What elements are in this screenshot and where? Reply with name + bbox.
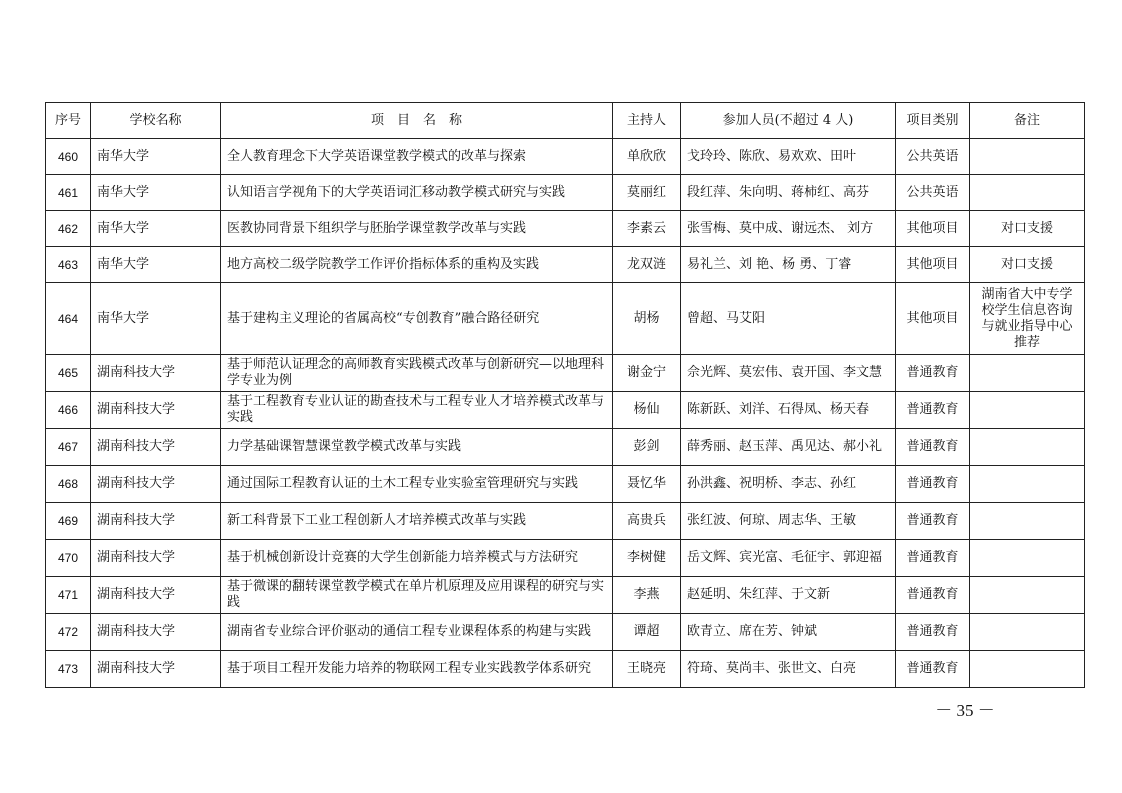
cell-no: 467 [46,429,91,466]
cell-no: 466 [46,392,91,429]
cell-members: 戈玲玲、陈欣、易欢欢、田叶 [681,139,896,175]
cell-category: 普通教育 [896,429,970,466]
cell-members: 岳文辉、宾光富、毛征宇、郭迎福 [681,540,896,577]
cell-category: 普通教育 [896,651,970,688]
cell-no: 470 [46,540,91,577]
cell-members: 符琦、莫尚丰、张世文、白亮 [681,651,896,688]
cell-school: 湖南科技大学 [91,392,221,429]
cell-category: 普通教育 [896,614,970,651]
cell-remark [970,614,1085,651]
cell-category: 普通教育 [896,355,970,392]
cell-project: 地方高校二级学院教学工作评价指标体系的重构及实践 [221,247,613,283]
cell-host: 龙双涟 [613,247,681,283]
cell-no: 472 [46,614,91,651]
cell-host: 谭超 [613,614,681,651]
table-row [46,211,1085,247]
cell-school: 南华大学 [91,139,221,175]
cell-members: 曾超、马艾阳 [681,283,896,355]
cell-host: 莫丽红 [613,175,681,211]
cell-no: 464 [46,283,91,355]
cell-category: 其他项目 [896,283,970,355]
cell-members: 赵延明、朱红萍、于文新 [681,577,896,614]
cell-category: 普通教育 [896,577,970,614]
table-row [46,540,1085,577]
table-header [46,103,1085,139]
cell-remark [970,139,1085,175]
cell-school: 南华大学 [91,247,221,283]
cell-remark [970,429,1085,466]
table-row [46,392,1085,429]
cell-project: 基于机械创新设计竞赛的大学生创新能力培养模式与方法研究 [221,540,613,577]
cell-project: 基于工程教育专业认证的勘查技术与工程专业人才培养模式改革与实践 [221,392,613,429]
cell-school: 湖南科技大学 [91,429,221,466]
cell-host: 杨仙 [613,392,681,429]
cell-category: 普通教育 [896,392,970,429]
table-row [46,466,1085,503]
cell-project: 基于建构主义理论的省属高校“专创教育”融合路径研究 [221,283,613,355]
cell-school: 湖南科技大学 [91,577,221,614]
cell-project: 湖南省专业综合评价驱动的通信工程专业课程体系的构建与实践 [221,614,613,651]
cell-school: 湖南科技大学 [91,651,221,688]
cell-host: 谢金宁 [613,355,681,392]
cell-host: 王晓亮 [613,651,681,688]
cell-host: 彭剑 [613,429,681,466]
cell-project: 基于项目工程开发能力培养的物联网工程专业实践教学体系研究 [221,651,613,688]
header-host: 主持人 [613,103,681,139]
cell-school: 湖南科技大学 [91,466,221,503]
cell-category: 公共英语 [896,139,970,175]
cell-no: 462 [46,211,91,247]
cell-project: 通过国际工程教育认证的土木工程专业实验室管理研究与实践 [221,466,613,503]
project-table [45,102,1085,688]
cell-remark [970,540,1085,577]
cell-remark: 湖南省大中专学校学生信息咨询与就业指导中心推荐 [970,283,1085,355]
cell-category: 公共英语 [896,175,970,211]
cell-remark [970,392,1085,429]
cell-host: 聂忆华 [613,466,681,503]
cell-members: 易礼兰、刘 艳、杨 勇、丁睿 [681,247,896,283]
cell-category: 普通教育 [896,540,970,577]
cell-project: 认知语言学视角下的大学英语词汇移动教学模式研究与实践 [221,175,613,211]
table-row [46,503,1085,540]
table-row [46,355,1085,392]
cell-remark [970,355,1085,392]
cell-members: 佘光辉、莫宏伟、袁开国、李文慧 [681,355,896,392]
cell-members: 张雪梅、莫中成、谢远杰、 刘方 [681,211,896,247]
cell-project: 新工科背景下工业工程创新人才培养模式改革与实践 [221,503,613,540]
cell-school: 湖南科技大学 [91,614,221,651]
cell-school: 南华大学 [91,211,221,247]
table-row [46,651,1085,688]
cell-members: 段红萍、朱向明、蒋柿红、高芬 [681,175,896,211]
cell-school: 湖南科技大学 [91,355,221,392]
cell-project: 全人教育理念下大学英语课堂教学模式的改革与探索 [221,139,613,175]
cell-no: 471 [46,577,91,614]
cell-remark [970,651,1085,688]
table-row [46,175,1085,211]
cell-category: 普通教育 [896,466,970,503]
cell-no: 465 [46,355,91,392]
cell-host: 李素云 [613,211,681,247]
cell-school: 湖南科技大学 [91,540,221,577]
cell-no: 460 [46,139,91,175]
cell-school: 南华大学 [91,175,221,211]
page-number: － 35 － [935,701,995,720]
table-row [46,429,1085,466]
table-row [46,614,1085,651]
header-school: 学校名称 [91,103,221,139]
cell-remark [970,503,1085,540]
cell-members: 孙洪鑫、祝明桥、李志、孙红 [681,466,896,503]
cell-host: 高贵兵 [613,503,681,540]
cell-remark [970,466,1085,503]
cell-members: 薛秀丽、赵玉萍、禹见达、郝小礼 [681,429,896,466]
cell-remark [970,577,1085,614]
cell-members: 陈新跃、刘洋、石得凤、杨天春 [681,392,896,429]
cell-members: 张红波、何琼、周志华、王敏 [681,503,896,540]
cell-members: 欧青立、席在芳、钟斌 [681,614,896,651]
cell-no: 469 [46,503,91,540]
header-members: 参加人员(不超过 4 人) [681,103,896,139]
table-row [46,247,1085,283]
cell-host: 胡杨 [613,283,681,355]
cell-host: 李树健 [613,540,681,577]
cell-no: 468 [46,466,91,503]
cell-project: 医教协同背景下组织学与胚胎学课堂教学改革与实践 [221,211,613,247]
cell-category: 普通教育 [896,503,970,540]
table-row [46,283,1085,355]
cell-remark: 对口支援 [970,247,1085,283]
table-row [46,577,1085,614]
cell-no: 463 [46,247,91,283]
header-project: 项 目 名 称 [221,103,613,139]
cell-remark: 对口支援 [970,211,1085,247]
header-category: 项目类别 [896,103,970,139]
cell-project: 力学基础课智慧课堂教学模式改革与实践 [221,429,613,466]
cell-category: 其他项目 [896,211,970,247]
cell-category: 其他项目 [896,247,970,283]
cell-host: 单欣欣 [613,139,681,175]
header-no: 序号 [46,103,91,139]
cell-no: 473 [46,651,91,688]
header-row [46,103,1085,139]
cell-remark [970,175,1085,211]
cell-school: 南华大学 [91,283,221,355]
table-row [46,139,1085,175]
cell-school: 湖南科技大学 [91,503,221,540]
table-body [46,139,1085,688]
header-remark: 备注 [970,103,1085,139]
cell-project: 基于微课的翻转课堂教学模式在单片机原理及应用课程的研究与实践 [221,577,613,614]
cell-project: 基于师范认证理念的高师教育实践模式改革与创新研究—以地理科学专业为例 [221,355,613,392]
cell-no: 461 [46,175,91,211]
cell-host: 李燕 [613,577,681,614]
